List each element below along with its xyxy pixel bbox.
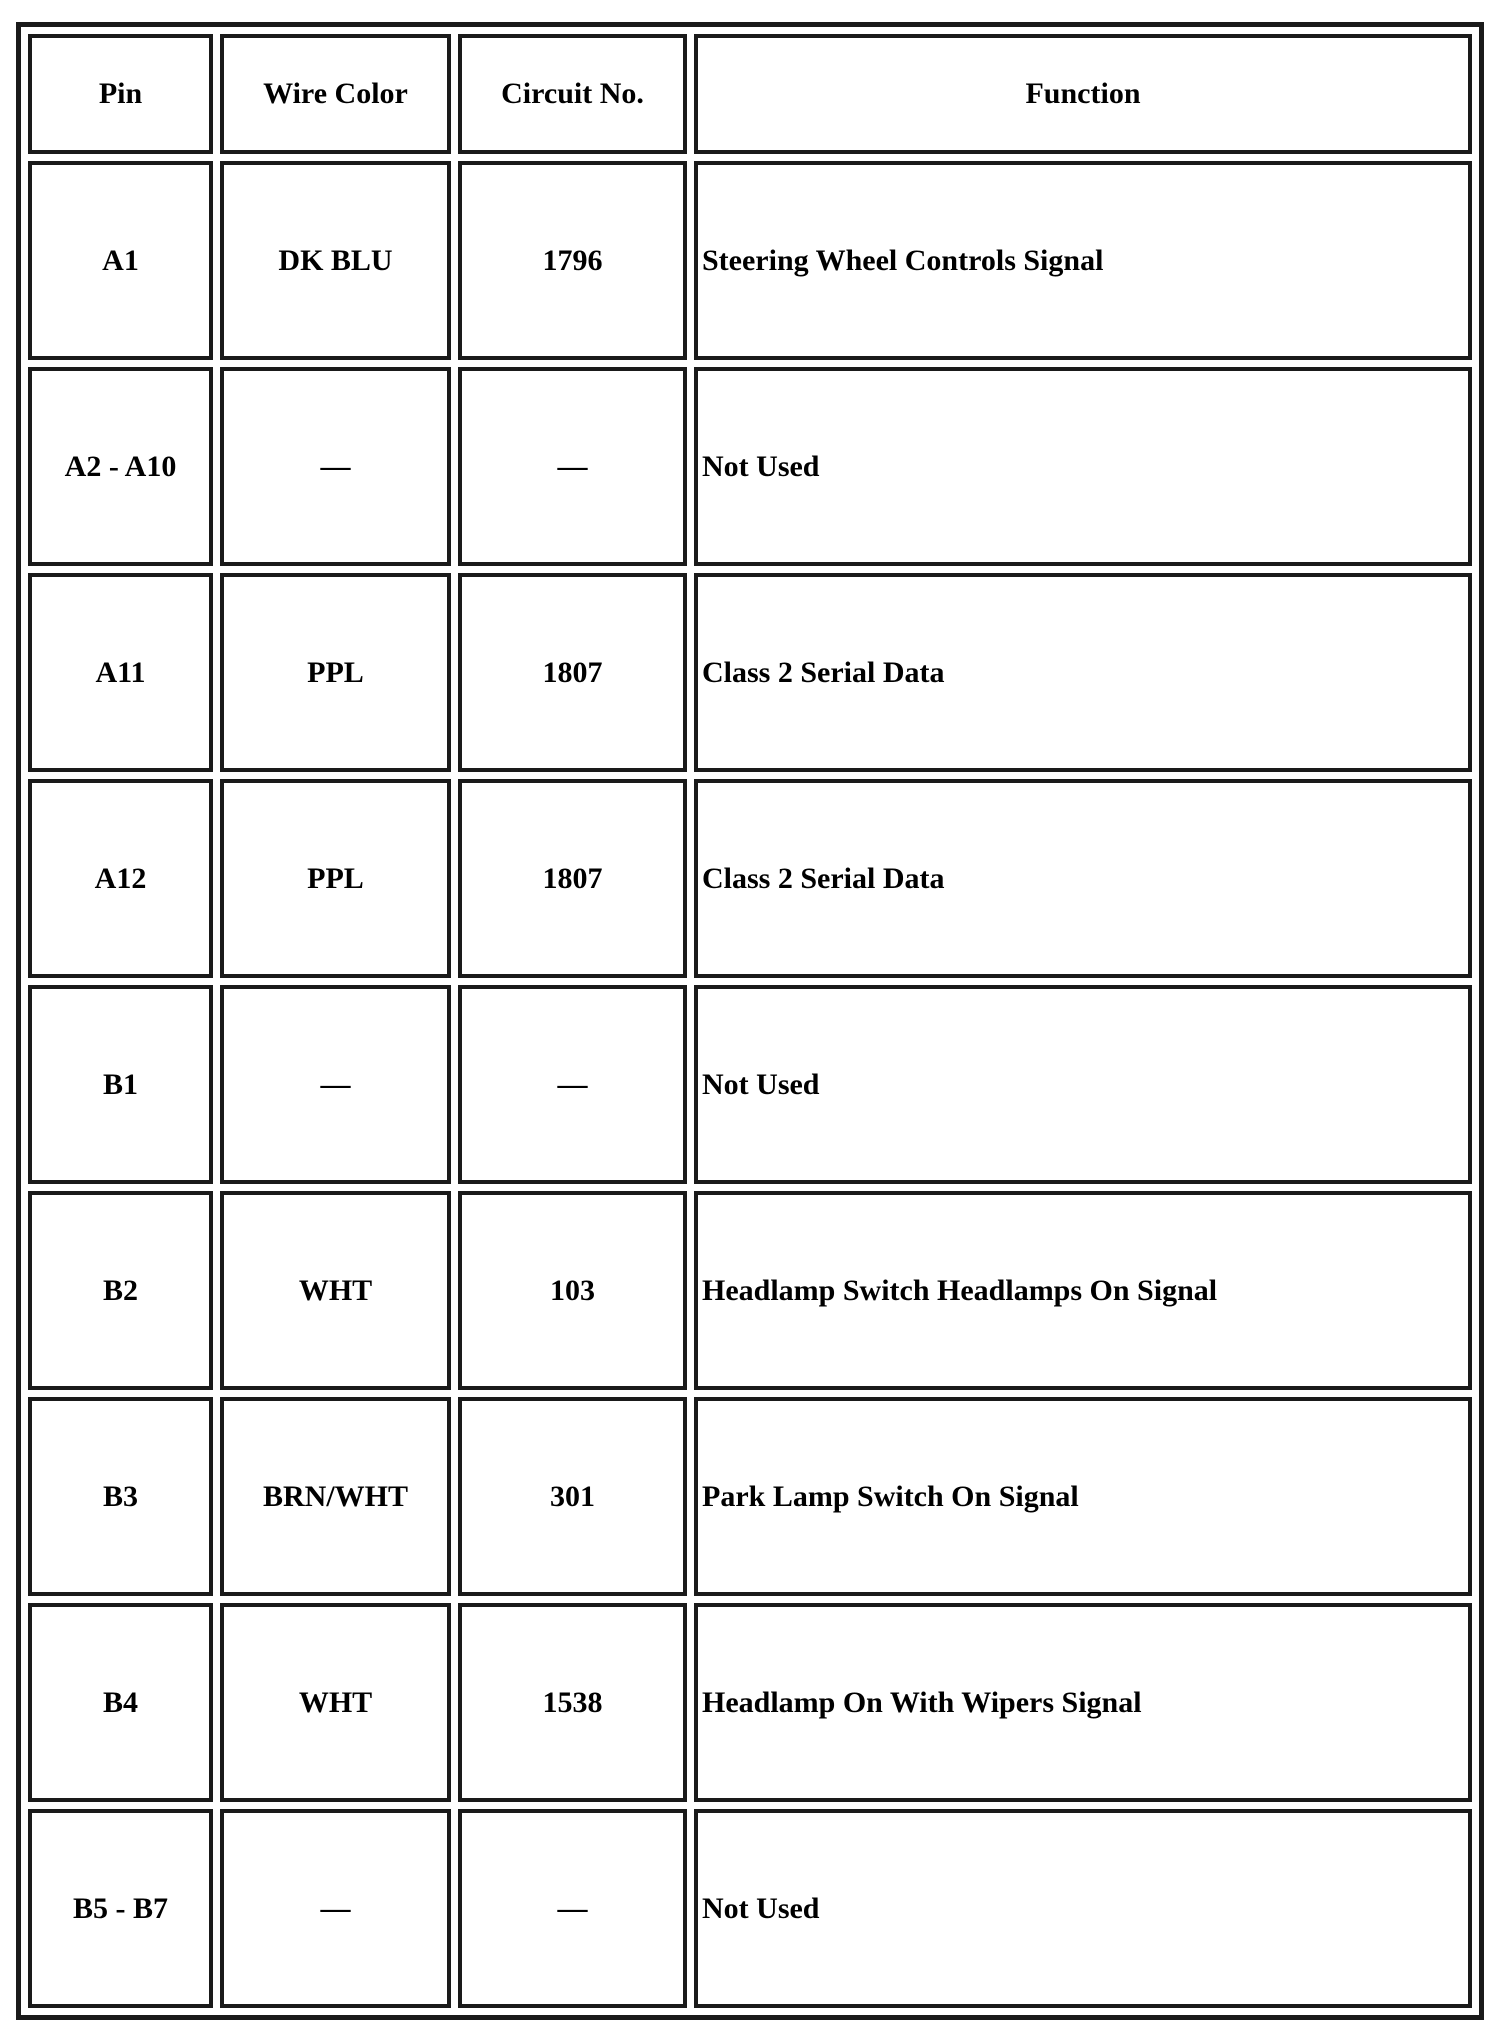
cell-circuit-no: — — [458, 985, 687, 1184]
cell-function: Steering Wheel Controls Signal — [694, 161, 1472, 360]
cell-wire-color: — — [220, 367, 451, 566]
cell-pin: B2 — [28, 1191, 213, 1390]
cell-function: Class 2 Serial Data — [694, 779, 1472, 978]
header-pin: Pin — [28, 34, 213, 154]
cell-circuit-no: 1807 — [458, 573, 687, 772]
header-function: Function — [694, 34, 1472, 154]
cell-wire-color: WHT — [220, 1603, 451, 1802]
table-row — [28, 573, 1472, 772]
table-header-row — [28, 34, 1472, 154]
cell-function: Not Used — [694, 985, 1472, 1184]
cell-function: Park Lamp Switch On Signal — [694, 1397, 1472, 1596]
cell-circuit-no: — — [458, 367, 687, 566]
cell-pin: A1 — [28, 161, 213, 360]
cell-wire-color: BRN/WHT — [220, 1397, 451, 1596]
cell-wire-color: DK BLU — [220, 161, 451, 360]
table-row — [28, 1603, 1472, 1802]
header-circuit-no: Circuit No. — [458, 34, 687, 154]
cell-function: Headlamp Switch Headlamps On Signal — [694, 1191, 1472, 1390]
cell-wire-color: WHT — [220, 1191, 451, 1390]
connector-pin-table — [16, 22, 1484, 2020]
cell-pin: A11 — [28, 573, 213, 772]
cell-pin: B5 - B7 — [28, 1809, 213, 2008]
table-row — [28, 985, 1472, 1184]
cell-circuit-no: 103 — [458, 1191, 687, 1390]
cell-wire-color: PPL — [220, 573, 451, 772]
cell-function: Not Used — [694, 1809, 1472, 2008]
table-row — [28, 367, 1472, 566]
header-wire-color: Wire Color — [220, 34, 451, 154]
cell-wire-color: — — [220, 985, 451, 1184]
cell-circuit-no: 1538 — [458, 1603, 687, 1802]
cell-wire-color: PPL — [220, 779, 451, 978]
cell-pin: B4 — [28, 1603, 213, 1802]
cell-pin: A2 - A10 — [28, 367, 213, 566]
table-row — [28, 779, 1472, 978]
connector-pin-table-container — [16, 22, 1484, 2020]
cell-pin: B1 — [28, 985, 213, 1184]
cell-circuit-no: 1807 — [458, 779, 687, 978]
cell-circuit-no: 1796 — [458, 161, 687, 360]
cell-function: Headlamp On With Wipers Signal — [694, 1603, 1472, 1802]
cell-function: Not Used — [694, 367, 1472, 566]
cell-pin: A12 — [28, 779, 213, 978]
cell-circuit-no: 301 — [458, 1397, 687, 1596]
table-row — [28, 1191, 1472, 1390]
table-row — [28, 161, 1472, 360]
table-row — [28, 1809, 1472, 2008]
cell-pin: B3 — [28, 1397, 213, 1596]
cell-wire-color: — — [220, 1809, 451, 2008]
table-row — [28, 1397, 1472, 1596]
cell-function: Class 2 Serial Data — [694, 573, 1472, 772]
cell-circuit-no: — — [458, 1809, 687, 2008]
